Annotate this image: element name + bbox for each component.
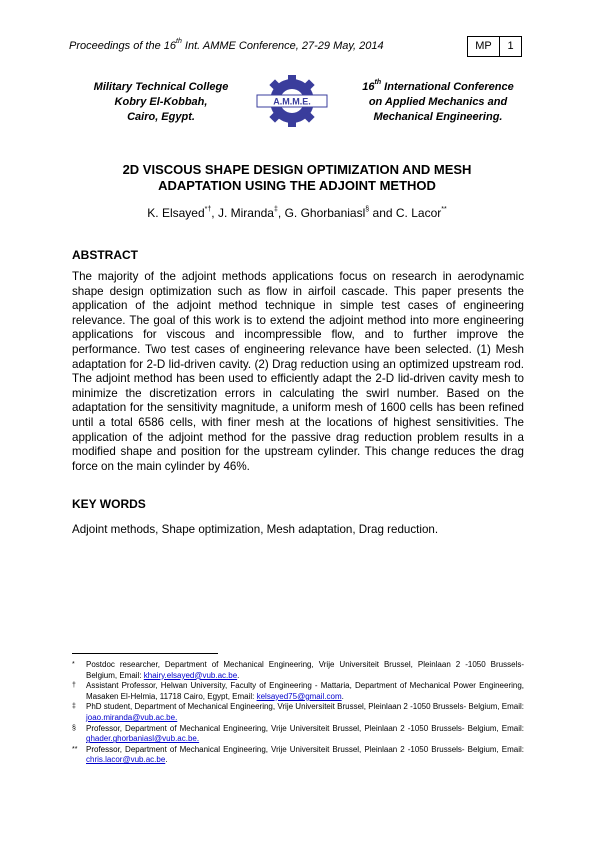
footnote [72, 724, 524, 745]
author-name: J. Miranda [217, 206, 274, 220]
author-affiliation-mark: ** [441, 206, 447, 213]
title-line: ADAPTATION USING THE ADJOINT METHOD [158, 178, 436, 193]
footnote-email-link[interactable]: joao.miranda@vub.ac.be. [86, 712, 178, 722]
author-separator: and [369, 206, 396, 220]
author-separator: , [211, 206, 218, 220]
footnote-mark: ‡ [72, 703, 76, 711]
footnote [72, 745, 524, 766]
footnote-text: PhD student, Department of Mechanical Engineering, Vrije Universiteit Brussel, Pleinlaan 2 -1050 Brussels- Belgium, Email: [86, 702, 524, 712]
header-suffix: Int. AMME Conference, 27-29 May, 2014 [181, 40, 384, 52]
footnote-tail: . [165, 755, 168, 765]
paper-title [72, 162, 522, 194]
title-line: 2D VISCOUS SHAPE DESIGN OPTIMIZATION AND MESH [122, 162, 472, 177]
footnote-text: Professor, Department of Mechanical Engineering, Vrije Universiteit Brussel, Pleinlaan 2 -1050 Brussels- Belgium, Email: [86, 744, 524, 754]
paper-code-box [467, 36, 522, 57]
institution-left-line: Cairo, Egypt. [127, 111, 195, 123]
footnote-mark: § [72, 724, 76, 732]
keywords-body: Adjoint methods, Shape optimization, Mesh adaptation, Drag reduction. [72, 523, 439, 536]
logo-text: A.M.M.E. [273, 96, 311, 107]
abstract-body: The majority of the adjoint methods applications focus on research in aerodynamic shape design optimization such as flow in airfoil cascade. This paper presents the application of the adjoint method technique in simple test cases of engineering relevance. The goal of this work is to extend the adjoint method into more engineering applications for viscous and incompressible flow, and to further improve the performance. Two test cases of engineering relevance have been selected. (1) Mesh adaptation for 2-D lid-driven cavity. (2) Drag reduction using an optimized upstream rod. The adjoint method has been used to efficiently adapt the 2-D lid-driven cavity mesh to minimize the discretization errors in calculating the swirl number. Based on the adaptation for the sensitivity magnitude, a uniform mesh of 1600 cells has been refined until a total 6586 cells, with finer mesh at the locations of highest sensitivities. The application of the adjoint method for the passive drag reduction problem results in a modified shape and position for the upstream cylinder. This change reduces the drag force on the main cylinder by 46%. [72, 270, 524, 473]
footnote-mark: ** [72, 745, 78, 753]
conference-line: 16th International Conference [362, 79, 514, 93]
author-separator: , [277, 206, 285, 220]
author-name: K. Elsayed [147, 206, 205, 220]
footnote-text: Professor, Department of Mechanical Engineering, Vrije Universiteit Brussel, Pleinlaan 2 -1050 Brussels- Belgium, Email: [86, 723, 524, 733]
author-affiliation-mark: *† [204, 206, 212, 213]
footnote-tail: . [237, 670, 240, 680]
institution-left-line: Kobry El-Kobbah, [114, 96, 208, 108]
footnote [72, 681, 524, 702]
footnote [72, 702, 524, 723]
header-prefix: Proceedings of the 16 [69, 40, 177, 52]
author-name: C. Lacor [395, 206, 442, 220]
institution-right [350, 80, 526, 125]
author-affiliation-mark: § [365, 206, 370, 213]
footnote-mark: * [72, 661, 75, 668]
abstract-heading: ABSTRACT [72, 248, 138, 262]
running-header [69, 40, 384, 52]
footnote-email-link[interactable]: kelsayed75@gmail.com [256, 691, 342, 701]
footnote-email-link[interactable]: ghader.ghorbaniasl@vub.ac.be. [86, 734, 200, 744]
author-list [72, 206, 522, 220]
amme-logo-icon [255, 74, 329, 128]
conference-line: Mechanical Engineering. [373, 111, 503, 123]
footnotes [72, 660, 524, 766]
institution-left [80, 80, 242, 125]
footnote-email-link[interactable]: chris.lacor@vub.ac.be [86, 755, 166, 765]
footnote-text: Postdoc researcher, Department of Mechanical Engineering, Vrije Universiteit Brussel, Pleinlaan 2 -1050 Brussels- Belgium, Email: [86, 660, 524, 680]
footnote-email-link[interactable]: khairy.elsayed@vub.ac.be [143, 670, 238, 680]
conference-line: on Applied Mechanics and [368, 96, 508, 108]
footnote [72, 660, 524, 681]
footnote-divider [72, 653, 218, 654]
keywords-heading: KEY WORDS [72, 497, 146, 511]
paper-code-label: MP [468, 37, 500, 56]
amme-gear-logo-icon [255, 74, 329, 128]
page-number: 1 [507, 40, 514, 52]
header-sup: th [176, 38, 182, 46]
author-name: G. Ghorbaniasl [284, 206, 366, 220]
footnote-tail: . [341, 691, 344, 701]
footnote-mark: † [72, 682, 76, 690]
footnote-text: Assistant Professor, Helwan University, Faculty of Engineering - Mattaria, Department of Mechanical Power Engineering, Masaken El-Helmia, 11718 Cairo, Egypt, Email: [86, 681, 524, 701]
institution-left-line: Military Technical College [93, 81, 229, 93]
author-affiliation-mark: ‡ [273, 206, 278, 213]
